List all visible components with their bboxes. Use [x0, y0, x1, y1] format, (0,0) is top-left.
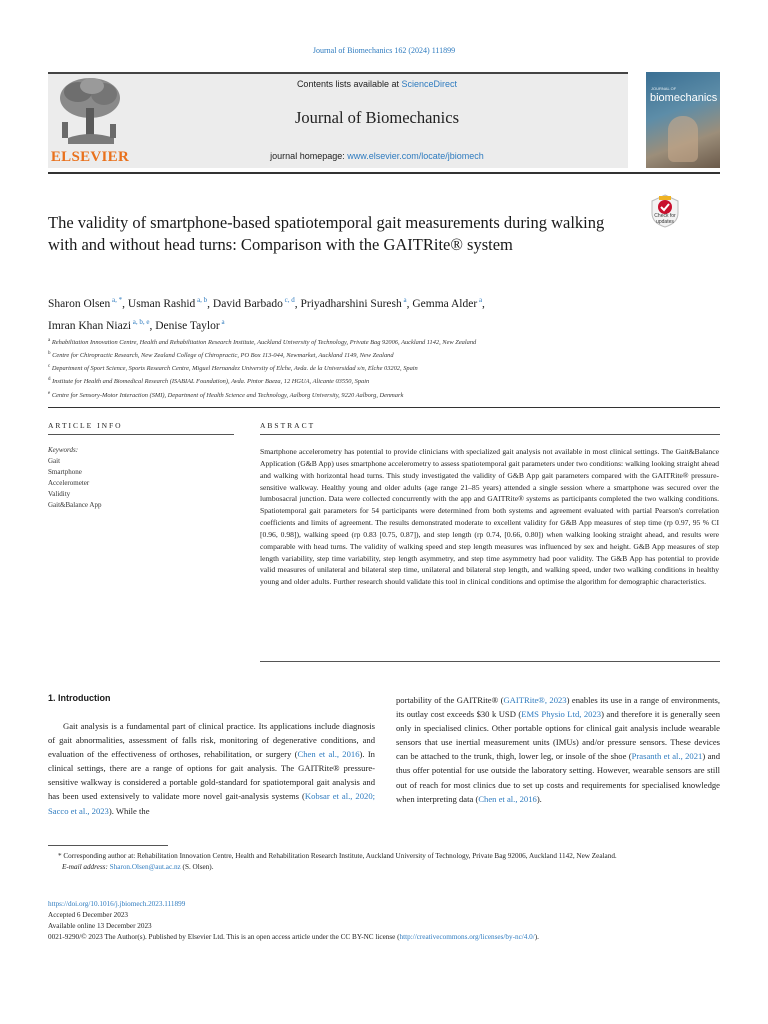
keyword-list [48, 456, 101, 511]
affiliation-item [48, 388, 688, 401]
intro-text: ) and thus offer potential for use outside the laboratory setting. However, wearable sensors are still out of reach for most clinics due to set up costs and requirements for specialised knowledge when interpreting data ( [396, 751, 720, 804]
intro-text: Gait analysis is a fundamental part of clinical practice. Its applications include diagnosis of gait abnormalities, assessment of falls risk, monitoring of degenerative conditions, and evaluation of the effectiveness of orthoses, rehabilitation, or surgery ( [48, 721, 375, 760]
affiliation-text: Centre for Chiropractic Research, New Zealand College of Chiropractic, PO Box 113-044, Newmarket, Auckland 1149, New Zealand [50, 352, 394, 360]
affiliation-key: e [48, 390, 51, 396]
keywords-label: Keywords: [48, 446, 79, 454]
intro-text: ) and therefore it is generally seen only in specialised clinics. Other portable options for clinical gait analysis include wearable sensors that use inertial measurement units (IMUs) and/or pressure sensors. These devices can be attached to the trunk, thigh, lower leg, or insole of the shoe ( [396, 709, 720, 762]
footnotes [48, 851, 720, 873]
intro-text: ). [536, 793, 542, 804]
keyword-item: Gait&Balance App [48, 501, 102, 509]
elsevier-wordmark: ELSEVIER [50, 149, 130, 165]
intro-text: ) enables its use in a range of environments, its outlay cost exceeds $30 k USD ( [396, 695, 720, 720]
author-affiliation-marker[interactable]: a, b, e [131, 317, 150, 326]
check-label-line-1: Check for [654, 213, 676, 219]
cover-title: biomechanics [650, 92, 718, 104]
affiliation-text: Rehabilitation Innovation Centre, Health and Rehabilitation Research Institute, Auckland University of Technology, Private Bag 92006, Auckland 1142, New Zealand [50, 339, 477, 347]
journal-cover-image[interactable] [646, 72, 720, 168]
article-title: The validity of smartphone-based spatiotemporal gait measurements during walking with and without head turns: Comparison with the GAITRite® system [48, 213, 605, 254]
keyword-item: Validity [48, 490, 71, 498]
affiliation-text: Department of Sport Science, Sports Research Centre, Miguel Hernandez University of Elche, Avda. de la Universidad s/n, Elche 03202, Spain [50, 365, 418, 373]
affiliation-item [48, 348, 688, 361]
author-name[interactable]: Priyadharshini Suresh [300, 297, 402, 310]
author-separator: , [406, 297, 413, 310]
abstract-text: Smartphone accelerometry has potential to provide clinicians with specialized gait analysis not available in most clinical settings. The Gait&Balance Application (G&B App) uses smartphone accelerometry to assess spatiotemporal gait parameters under two conditions: walking looking straight ahead and walking with horizontal head turns. This study investigated the validity of G&B App gait parameters compared with the GAITRite® pressure-sensitive walkway. Healthy young and older adults (age range 21–85 years) attended a single session where a smartphone was secured over the lumbosacral junction. Data were collected concurrently with the app and GAITRite® systems as participants completed the two walking conditions. Spatiotemporal gait parameters for 54 participants were determined from both systems and agreement evaluated with partial Pearson's correlation coefficients and limits of agreement. The results demonstrated moderate to excellent validity for G&B App measures of step time (rp 0.97, 95 % CI [0.96, 0.98]), walking speed (rp 0.83 [0.75, 0.87]), and step length (rp 0.74, [0.66, 0.80]) when walking looking straight ahead, and results were comparable with head turns. The validity of walking speed and step length measures was influenced by sex and height. G&B App measures of step length variability, step time variability, step length asymmetry, and step time asymmetry had poor validity. The G&B App has potential to provide valid measures of unilateral and bilateral step time, unilateral and bilateral step length, and walking speed, under two walking conditions in healthy young and older adults. Further research should validate this tool in clinical conditions and optimise the algorithm for demographic characteristics. [260, 447, 719, 587]
citation-link[interactable]: EMS Physio Ltd, 2023 [521, 709, 602, 720]
section-heading-introduction: 1. Introduction [48, 693, 111, 703]
corresponding-author-note: * Corresponding author at: Rehabilitation Innovation Centre, Health and Rehabilitation Research Institute, Auckland University of Technology, Private Bag 92006, Auckland 1142, New Zealand. [58, 852, 617, 860]
email-label: E-mail address: [62, 863, 108, 871]
keyword-item: Accelerometer [48, 479, 90, 487]
intro-text: ). While the [108, 805, 150, 816]
affiliation-key: d [48, 377, 51, 383]
email-link[interactable]: Sharon.Olsen@aut.ac.nz [109, 863, 181, 871]
intro-left-column [48, 719, 375, 818]
homepage-link[interactable]: www.elsevier.com/locate/jbiomech [347, 151, 484, 161]
author-affiliation-marker[interactable]: a, * [110, 296, 123, 304]
author-name[interactable]: Sharon Olsen [48, 297, 111, 310]
author-name[interactable]: David Barbado [212, 297, 283, 310]
author-affiliation-marker[interactable]: a, b [195, 296, 208, 304]
sciencedirect-link[interactable]: ScienceDirect [401, 79, 458, 89]
accepted-date: Accepted 6 December 2023 [48, 911, 129, 919]
cover-figure [668, 116, 698, 162]
affiliation-item [48, 361, 688, 374]
homepage-prefix: journal homepage: [270, 151, 345, 161]
author-separator: , [294, 297, 301, 310]
affiliation-key: c [48, 364, 51, 370]
citation-link[interactable]: Chen et al., 2016 [297, 749, 360, 760]
author-separator: , [122, 297, 128, 310]
citation-link[interactable]: GAITRite®, 2023 [503, 695, 567, 705]
abstract-bottom-rule [260, 661, 720, 662]
contents-available-line [132, 79, 622, 89]
author-name[interactable]: Imran Khan Niazi [48, 319, 132, 332]
author-list [48, 291, 688, 335]
doi-link[interactable]: https://doi.org/10.1016/j.jbiomech.2023.111899 [48, 900, 186, 908]
contents-prefix: Contents lists available at [296, 79, 399, 89]
abstract-heading: ABSTRACT [260, 421, 316, 430]
affiliation-text: Centre for Sensory-Motor Interaction (SMI), Department of Health Science and Technology, Aalborg University, 9220 Aalborg, Denmark [50, 391, 404, 399]
license-link[interactable]: http://creativecommons.org/licenses/by-nc/4.0/ [399, 933, 535, 941]
affiliation-list [48, 335, 688, 401]
email-suffix: (S. Olsen). [182, 863, 214, 871]
author-affiliation-marker[interactable]: a [401, 296, 407, 304]
citation-link[interactable]: Kobsar et al., 2020; Sacco et al., 2023 [48, 791, 375, 816]
affiliation-key: a [48, 338, 51, 343]
journal-citation[interactable]: Journal of Biomechanics 162 (2024) 111899 [312, 46, 456, 55]
cover-subtitle: JOURNAL OF [651, 86, 677, 91]
journal-homepage-line [132, 151, 622, 161]
intro-text: portability of the GAITRite® ( [396, 695, 504, 705]
affiliation-key: b [48, 351, 51, 357]
citation-link[interactable]: Prasanth et al., 2021 [631, 751, 703, 762]
abstract-top-rule [260, 434, 720, 435]
footnote-rule [48, 845, 168, 846]
front-matter-divider [48, 407, 720, 408]
keyword-item: Gait [48, 457, 61, 465]
author-name[interactable]: Usman Rashid [127, 297, 196, 310]
license-suffix: ). [534, 933, 539, 941]
intro-right-column [396, 693, 720, 806]
check-label-line-2: updates [656, 218, 674, 225]
header-divider [48, 172, 720, 174]
author-affiliation-marker[interactable]: c, d [282, 296, 295, 304]
publication-details [48, 899, 720, 943]
affiliation-text: Institute for Health and Biomedical Research (ISABIAL Foundation), Avda. Pintor Baeza, 12 HGUA, Alicante 03550, Spain [50, 378, 370, 386]
author-name[interactable]: Denise Taylor [155, 319, 220, 332]
affiliation-item [48, 335, 688, 348]
author-affiliation-marker[interactable]: a [219, 317, 225, 326]
author-name[interactable]: Gemma Alder [412, 297, 478, 310]
intro-text: ). In clinical settings, there are a range of options for gait analysis. The GAITRite® pressure-sensitive walkway is considered a portable gold-standard for spatiotemporal gait analysis and has been used extensively to validate more novel gait-analysis systems ( [48, 749, 375, 802]
elsevier-tree-icon [48, 74, 132, 148]
affiliation-item [48, 374, 688, 387]
author-separator: , [482, 297, 485, 310]
author-affiliation-marker[interactable]: a [477, 296, 483, 304]
article-info-rule [48, 434, 234, 435]
citation-link[interactable]: Chen et al., 2016 [478, 793, 537, 804]
journal-name: Journal of Biomechanics [294, 108, 460, 127]
elsevier-logo[interactable] [48, 74, 132, 168]
available-date: Available online 13 December 2023 [48, 922, 152, 930]
keyword-item: Smartphone [48, 468, 82, 476]
email-line [48, 862, 720, 873]
license-statement [48, 932, 720, 943]
author-separator: , [207, 297, 213, 310]
author-separator: , [149, 319, 156, 332]
check-for-updates-label [640, 214, 690, 225]
license-text: 0021-9290/© 2023 The Author(s). Published by Elsevier Ltd. This is an open access article under the CC BY-NC license ( [48, 933, 400, 941]
article-info-heading: ARTICLE INFO [48, 421, 123, 430]
